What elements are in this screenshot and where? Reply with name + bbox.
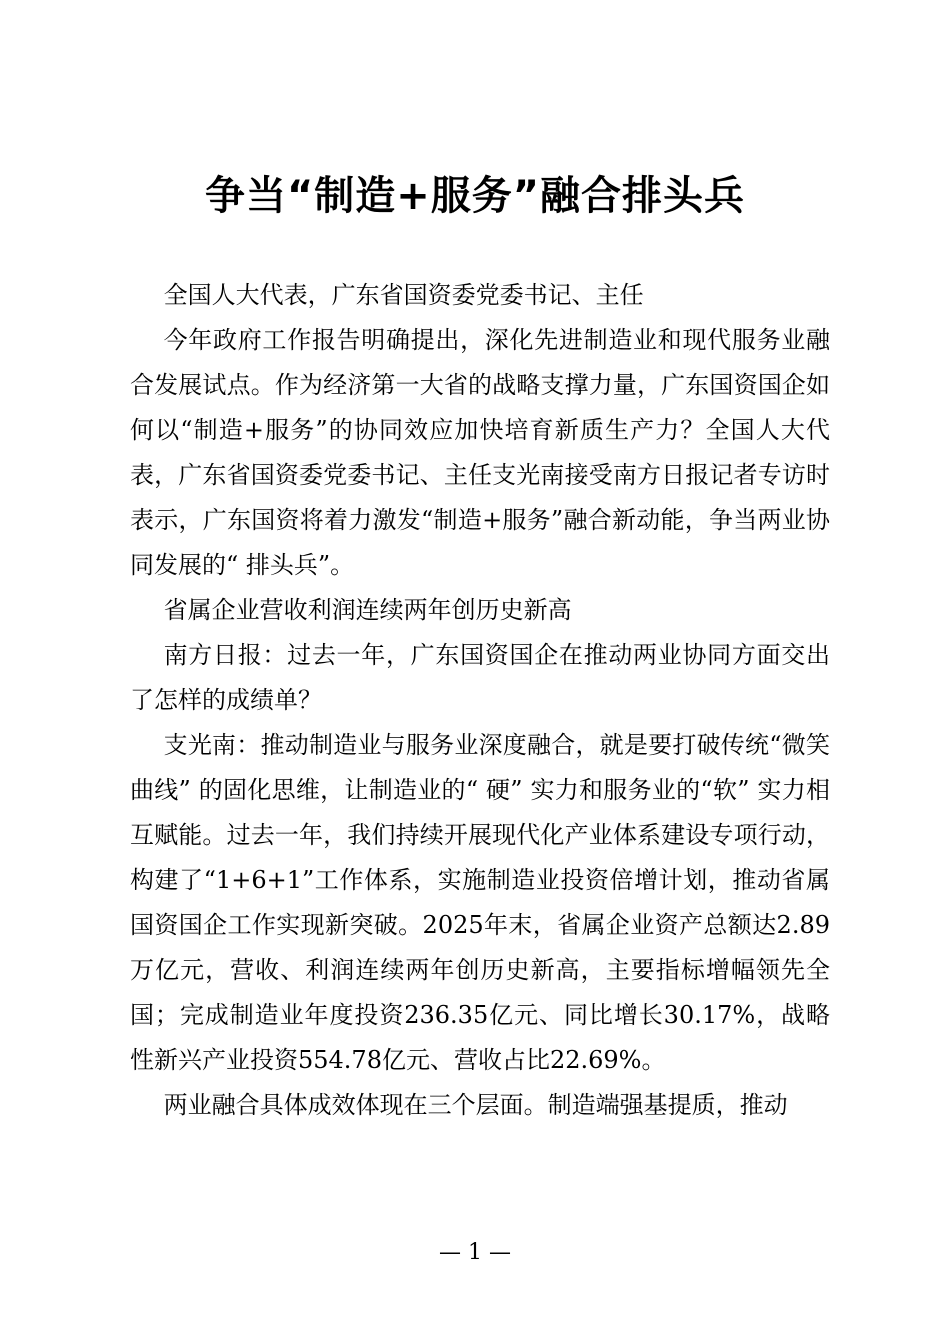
document-title: 争当“制造+服务”融合排头兵 <box>204 173 746 219</box>
section-heading: 省属企业营收利润连续两年创历史新高 <box>163 596 572 624</box>
page-number: — 1 — <box>439 1240 511 1265</box>
body-paragraph: 两业融合具体成效体现在三个层面。制造端强基提质，推动 <box>163 1091 788 1119</box>
body-paragraph: 支光南：推动制造业与服务业深度融合，就是要打破传统“微笑曲线” 的固化思维，让制造业的“ 硬” 实力和服务业的“软” 实力相互赋能。过去一年，我们持续开展现代化产业体系建设专项行动，构建了“1+6+1”工作体系，实施制造业投资倍增计划，推动省属国资国企工作实现新突破。2025年末，省属企业资产总额达2.89万亿元，营收、利润连续两年创历史新高，主要指标增幅领先全国；完成制造业年度投资236.35亿元、同比增长30.17%，战略性新兴产业投资554.78亿元、营收占比22.69%。 <box>130 731 830 1074</box>
body-paragraph: 今年政府工作报告明确提出，深化先进制造业和现代服务业融合发展试点。作为经济第一大省的战略支撑力量，广东国资国企如何以“制造+服务”的协同效应加快培育新质生产力？全国人大代表，广东省国资委党委书记、主任支光南接受南方日报记者专访时表示，广东国资将着力激发“制造+服务”融合新动能，争当两业协同发展的“ 排头兵”。 <box>130 326 830 579</box>
document-body <box>130 273 830 1128</box>
body-paragraph: 南方日报：过去一年，广东国资国企在推动两业协同方面交出了怎样的成绩单？ <box>130 641 830 714</box>
author-line: 全国人大代表，广东省国资委党委书记、主任 <box>163 281 644 309</box>
